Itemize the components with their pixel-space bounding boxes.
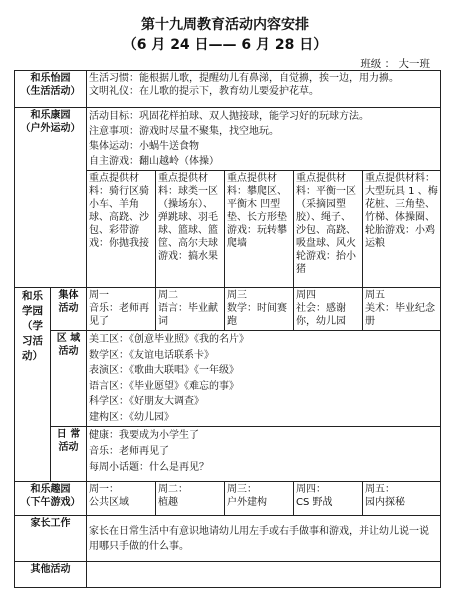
group-day-1 xyxy=(87,288,156,331)
life-content xyxy=(87,71,441,108)
day-content: 语言：毕业献词 xyxy=(158,303,218,327)
class-label: 班级 ： 大一班 xyxy=(360,58,430,70)
day-content: 园内探秘 xyxy=(365,497,405,508)
outdoor-goals xyxy=(87,108,441,171)
afternoon-label xyxy=(15,482,87,516)
study-label-line: 和乐 xyxy=(22,290,43,302)
outdoor-goals-row xyxy=(15,108,441,171)
life-line: 文明礼仪：在儿歌的提示下，教育幼儿要爱护花草。 xyxy=(89,86,319,97)
life-label-line1: 和乐怡园 xyxy=(30,73,71,84)
day-content: 美术：毕业纪念册 xyxy=(365,303,435,327)
group-day-5 xyxy=(363,288,441,331)
area-line: 科学区：《好朋友大调查》 xyxy=(89,396,204,407)
afternoon-label-line2: （下午游戏） xyxy=(20,497,81,508)
study-label-line: 习活 xyxy=(22,335,43,347)
day-name: 周三： xyxy=(227,484,257,495)
outdoor-zone-5: 重点提供材料：大型玩具 1 、梅花桩、三角垫、竹梯、体操圈、轮胎游戏：小鸡运粮 xyxy=(363,171,441,288)
parent-content: 家长在日常生活中有意识地请幼儿用左手或右手做事和游戏，并让幼儿说一说用哪只手做的什么事。 xyxy=(87,516,441,562)
area-label-line: 活动 xyxy=(58,346,79,357)
day-name: 周五： xyxy=(365,484,395,495)
daily-line: 健康：我要成为小学生了 xyxy=(89,430,199,441)
other-content xyxy=(87,562,441,588)
day-content: 数学：时间赛跑 xyxy=(227,303,287,327)
afternoon-day-1 xyxy=(87,482,156,516)
life-label xyxy=(15,71,87,108)
study-label-line: 学园 xyxy=(22,305,43,317)
afternoon-day-4 xyxy=(294,482,363,516)
day-name: 周三 xyxy=(227,290,247,301)
daily-line: 音乐：老师再见了 xyxy=(89,446,169,457)
daily-label-line: 日 常 xyxy=(56,429,81,440)
outdoor-goal-line: 自主游戏：翻山越岭（体操） xyxy=(89,156,219,167)
afternoon-day-3 xyxy=(225,482,294,516)
daily-activity-content xyxy=(87,427,441,482)
day-name: 周五 xyxy=(365,290,385,301)
area-activity-content xyxy=(87,331,441,427)
other-row xyxy=(15,562,441,588)
area-line: 建构区：《幼儿园》 xyxy=(89,411,174,423)
study-label-line: （学 xyxy=(22,320,43,332)
daily-label-line: 活动 xyxy=(58,442,79,453)
afternoon-day-5 xyxy=(363,482,441,516)
day-name: 周二 xyxy=(158,290,178,301)
area-line: 表演区：《歌曲大联唱》《一年级》 xyxy=(89,365,239,376)
outdoor-label-line2: （户外运动） xyxy=(20,123,81,134)
study-area-row xyxy=(15,331,441,427)
outdoor-zone-1: 重点提供材料：骑行区骑小车、羊角球、高跷、沙包、彩带游戏：你抛我接 xyxy=(87,171,156,288)
outdoor-zone-4: 重点提供材料：平衡一区（采摘园塑胶）、绳子、沙包、高跷、吸盘球、风火轮游戏：抬小猪 xyxy=(294,171,363,288)
day-content: 植趣 xyxy=(158,497,178,508)
afternoon-row xyxy=(15,482,441,516)
area-line: 数学区：《友谊电话联系卡》 xyxy=(89,349,214,361)
daily-line: 每周小话题：什么是再见？ xyxy=(89,462,209,473)
outdoor-zone-3: 重点提供材料：攀爬区、平衡木 凹型垫、长方形垫游戏：玩转攀爬墙 xyxy=(225,171,294,288)
study-label xyxy=(15,288,51,482)
area-activity-label xyxy=(51,331,87,427)
group-day-4 xyxy=(294,288,363,331)
group-label-line: 活动 xyxy=(58,303,79,314)
life-line: 生活习惯：能根据儿歌，提醒幼儿有鼻涕，自觉擤，挨一边，用力擤。 xyxy=(89,73,399,84)
life-label-line2: （生活活动） xyxy=(20,86,81,97)
outdoor-goal-line: 集体运动：小蜗牛送食物 xyxy=(89,141,199,152)
day-name: 周四 xyxy=(296,290,316,301)
date-range: （6 月 24 日—— 6 月 28 日） xyxy=(122,37,328,53)
area-line: 语言区：《毕业愿望》《难忘的事》 xyxy=(89,380,239,392)
day-content: 户外建构 xyxy=(227,497,267,508)
area-line: 美工区：《创意毕业照》《我的名片》 xyxy=(89,334,249,345)
day-name: 周二： xyxy=(158,484,188,495)
area-label-line: 区 域 xyxy=(56,333,81,344)
other-label: 其他活动 xyxy=(15,562,87,588)
page-title: 第十九周教育活动内容安排 xyxy=(141,17,309,33)
study-group-row xyxy=(15,288,441,331)
schedule-table xyxy=(14,70,441,588)
daily-activity-label xyxy=(51,427,87,482)
group-day-3 xyxy=(225,288,294,331)
outdoor-goal-line: 活动目标：巩固花样拍球、双人抛接球，能学习好的玩球方法。 xyxy=(89,111,369,122)
group-activity-label xyxy=(51,288,87,331)
parent-row xyxy=(15,516,441,562)
afternoon-day-2 xyxy=(156,482,225,516)
group-day-2 xyxy=(156,288,225,331)
outdoor-zone-2: 重点提供材料：球类一区（操场东）、弹跳球、羽毛球、篮球、篮筐、高尔夫球游戏：搞水果 xyxy=(156,171,225,288)
study-label-line: 动） xyxy=(22,350,43,362)
parent-label: 家长工作 xyxy=(15,516,87,562)
day-name: 周一： xyxy=(89,484,119,495)
afternoon-label-line1: 和乐趣园 xyxy=(30,484,71,495)
study-daily-row xyxy=(15,427,441,482)
day-content: CS 野战 xyxy=(296,497,333,508)
day-name: 周一 xyxy=(89,290,109,301)
outdoor-goal-line: 注意事项：游戏时尽量不聚集，找空地玩。 xyxy=(89,126,279,137)
day-content: 音乐：老师再见了 xyxy=(89,303,149,327)
day-name: 周四： xyxy=(296,484,326,495)
life-row xyxy=(15,71,441,108)
outdoor-label xyxy=(15,108,87,288)
day-content: 社会：感谢你，幼儿园 xyxy=(296,303,346,327)
group-label-line: 集体 xyxy=(58,290,79,301)
day-content: 公共区域 xyxy=(89,497,129,508)
outdoor-label-line1: 和乐康园 xyxy=(30,110,71,121)
